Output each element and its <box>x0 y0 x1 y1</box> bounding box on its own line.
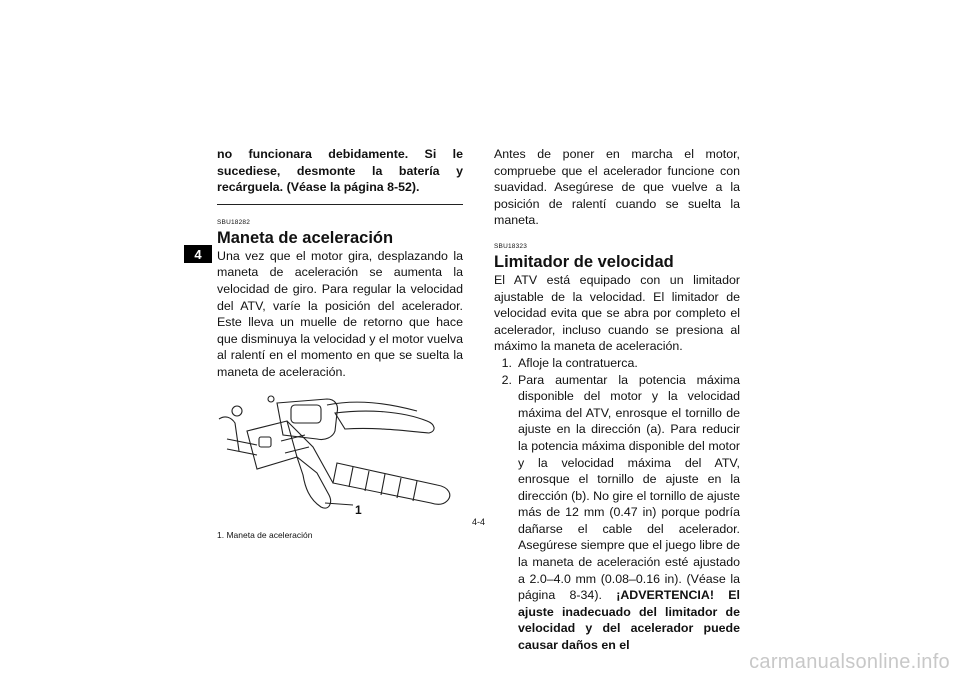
list-item <box>494 372 740 654</box>
step-text: Afloje la contratuerca. <box>518 355 638 370</box>
step-text-regular: Para aumentar la potencia máxima disponible del motor y la velocidad máxima del ATV, enrosque el tornillo de ajuste en la dirección (a). Para reducir la potencia máxima disponible del motor y la velocidad máxima del ATV, enrosque el tornillo de ajuste en la dirección (b). No gire el tornillo de ajuste más de 12 mm (0.47 in) porque podría dañarse el cable del acelerador. Asegúrese siempre que el juego libre de la maneta de aceleración esté ajustado a 2.0–4.0 mm (0.08–0.16 in). (Véase la página 8-34). <box>518 372 740 603</box>
warning-text: ¡ADVERTENCIA! El ajuste inadecuado del limitador de velocidad y del acelerador puede causar daños en el <box>518 588 740 653</box>
watermark: carmanualsonline.info <box>749 651 950 673</box>
section-code: SBU18282 <box>217 218 251 226</box>
figure-callout-1: 1 <box>355 502 362 517</box>
section-title-speed-limiter: Limitador de velocidad <box>494 252 674 271</box>
warning-continuation: no funcionara debidamente. Si le sucediese, desmonte la batería y recárguela. (Véase la página 8-52). <box>217 147 463 195</box>
adjustment-steps <box>494 355 740 654</box>
right-column <box>494 146 740 654</box>
step-text <box>518 372 740 654</box>
throttle-check-text: Antes de poner en marcha el motor, compruebe que el acelerador funcione con suavidad. Asegúrese de que vuelve a la posición de ralentí cuando se suelta la maneta. <box>494 147 740 228</box>
list-item <box>494 355 740 372</box>
chapter-tab: 4 <box>184 245 212 263</box>
throttle-lever-illustration <box>217 391 463 526</box>
throttle-body-text: Una vez que el motor gira, desplazando la maneta de aceleración se aumenta la velocidad de giro. Para regular la velocidad del ATV, varíe la posición del acelerador. Este lleva un muelle de retorno que hace que disminuya la velocidad y el motor vuelva al ralentí en el momento en que se suelta la maneta de aceleración. <box>217 248 463 379</box>
speed-limiter-body-text: El ATV está equipado con un limitador ajustable de la velocidad. El limitador de velocidad evita que se abra por completo el acelerador, incluso cuando se presiona al máximo la maneta de aceleración. <box>494 272 740 354</box>
section-title-throttle: Maneta de aceleración <box>217 228 394 247</box>
section-code-2: SBU18323 <box>494 242 528 250</box>
step-number: 1. <box>501 355 512 370</box>
figure-caption: 1. Maneta de aceleración <box>217 529 313 540</box>
step-number: 2. <box>501 372 512 387</box>
page-number: 4-4 <box>472 517 486 527</box>
left-column <box>217 146 463 549</box>
section-divider <box>217 204 463 205</box>
